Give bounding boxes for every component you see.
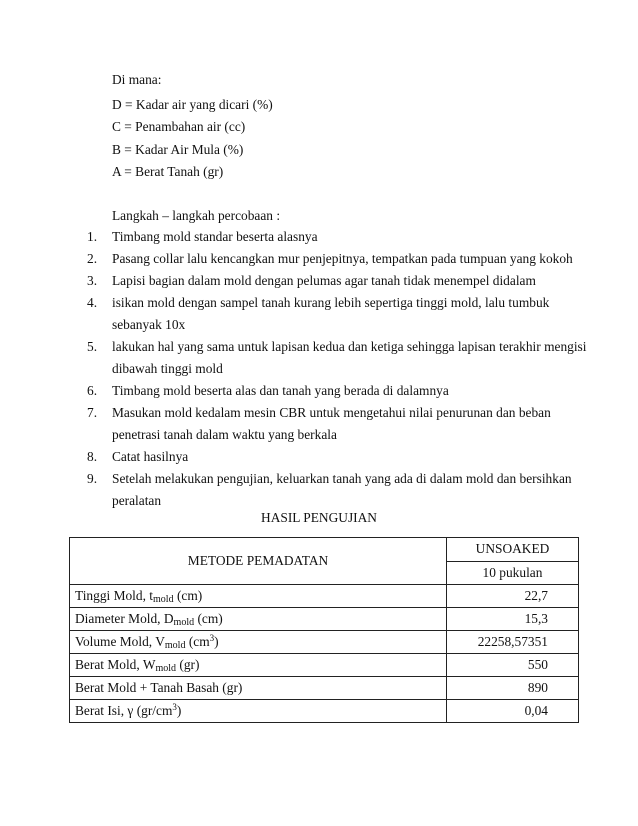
legend-item: A = Berat Tanah (gr) xyxy=(112,164,224,179)
table-row xyxy=(70,677,579,700)
step-text: lakukan hal yang sama untuk lapisan kedua dan ketiga sehingga lapisan terakhir mengisi xyxy=(112,339,587,354)
step-text: Lapisi bagian dalam mold dengan pelumas agar tanah tidak menempel didalam xyxy=(112,273,536,288)
step-number: 7. xyxy=(87,405,98,420)
table-row xyxy=(70,631,579,654)
step-number: 2. xyxy=(87,251,98,266)
step-number: 8. xyxy=(87,449,98,464)
row-value: 22,7 xyxy=(447,585,579,608)
step-text: Setelah melakukan pengujian, keluarkan tanah yang ada di dalam mold dan bersihkan xyxy=(112,471,572,486)
step-text-continued: peralatan xyxy=(112,493,162,508)
table-row xyxy=(70,700,579,723)
table-row xyxy=(70,608,579,631)
table-row xyxy=(70,654,579,677)
row-label: Diameter Mold, $D_{mold}$ (cm) xyxy=(70,608,447,631)
legend-intro: Di mana: xyxy=(112,72,162,87)
legend-item: C = Penambahan air (cc) xyxy=(112,119,246,134)
step-number: 4. xyxy=(87,295,98,310)
row-label: Berat Mold + Tanah Basah (gr) xyxy=(70,677,447,700)
step-text-continued: penetrasi tanah dalam waktu yang berkala xyxy=(112,427,337,442)
step-text: Masukan mold kedalam mesin CBR untuk mengetahui nilai penurunan dan beban xyxy=(112,405,551,420)
step-text: Catat hasilnya xyxy=(112,449,189,464)
step-text-continued: sebanyak 10x xyxy=(112,317,186,332)
blows-header: 10 pukulan xyxy=(447,561,579,585)
row-value: 15,3 xyxy=(447,608,579,631)
step-number: 1. xyxy=(87,229,98,244)
row-label: Volume Mold, $V_{mold}$ $(cm^3)$ xyxy=(70,631,447,654)
legend-item: B = Kadar Air Mula (%) xyxy=(112,142,244,157)
row-value: 22258,57351 xyxy=(447,631,579,654)
step-number: 5. xyxy=(87,339,98,354)
step-text: Timbang mold beserta alas dan tanah yang berada di dalamnya xyxy=(112,383,449,398)
step-number: 6. xyxy=(87,383,98,398)
step-text: Pasang collar lalu kencangkan mur penjepitnya, tempatkan pada tumpuan yang kokoh xyxy=(112,251,573,266)
step-text-continued: dibawah tinggi mold xyxy=(112,361,223,376)
row-value: 550 xyxy=(447,654,579,677)
step-number: 3. xyxy=(87,273,98,288)
row-label: Berat Mold, $W_{mold}$ (gr) xyxy=(70,654,447,677)
legend-item: D = Kadar air yang dicari (%) xyxy=(112,97,273,112)
row-value: 890 xyxy=(447,677,579,700)
step-text: isikan mold dengan sampel tanah kurang lebih sepertiga tinggi mold, lalu tumbuk xyxy=(112,295,550,310)
method-header: METODE PEMADATAN xyxy=(70,538,447,585)
row-label: Berat Isi, γ $(gr/cm^3)$ xyxy=(70,700,447,723)
row-value: 0,04 xyxy=(447,700,579,723)
condition-header: UNSOAKED xyxy=(447,538,579,562)
row-label: Tinggi Mold, $t_{mold}$ (cm) xyxy=(70,585,447,608)
results-title: HASIL PENGUJIAN xyxy=(261,510,377,525)
results-table xyxy=(69,537,579,723)
step-number: 9. xyxy=(87,471,98,486)
step-text: Timbang mold standar beserta alasnya xyxy=(112,229,318,244)
steps-heading: Langkah – langkah percobaan : xyxy=(112,208,281,223)
table-row xyxy=(70,585,579,608)
